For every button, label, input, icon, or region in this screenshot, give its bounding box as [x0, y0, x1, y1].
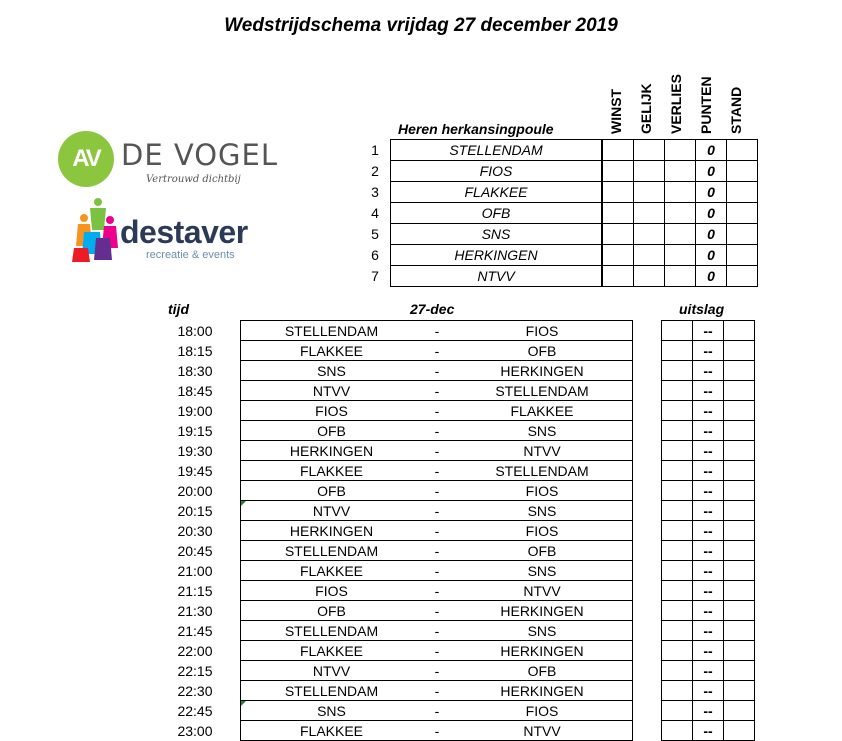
standings-row [360, 224, 758, 245]
result-away-score [724, 321, 755, 341]
result-home-score [662, 461, 693, 481]
result-away-score [724, 501, 755, 521]
match-home-team-label: FLAKKEE [299, 462, 364, 479]
standings-row [360, 161, 758, 182]
match-away-team: HERKINGEN [452, 641, 633, 661]
time-header: tijd [168, 301, 189, 317]
match-home-team [241, 541, 423, 561]
result-home-score [662, 501, 693, 521]
match-home-team [241, 341, 423, 361]
standings-gelijk-cell [634, 140, 665, 161]
match-time: 19:45 [177, 462, 213, 479]
match-away-team: FIOS [452, 481, 633, 501]
match-separator: - [422, 381, 452, 401]
standings-verlies-cell [665, 182, 696, 203]
match-separator: - [422, 441, 452, 461]
match-result: -- [693, 561, 724, 581]
match-separator: - [422, 581, 452, 601]
match-away-team: NTVV [452, 441, 633, 461]
match-home-team [241, 701, 423, 721]
match-home-team-label: STELLENDAM [284, 682, 379, 699]
match-away-team: HERKINGEN [452, 601, 633, 621]
match-separator: - [422, 461, 452, 481]
match-row [150, 321, 755, 341]
standings-verlies-cell [665, 245, 696, 266]
spacer [633, 581, 662, 601]
spacer [633, 561, 662, 581]
match-separator: - [422, 421, 452, 441]
match-row [150, 401, 755, 421]
standings-gelijk-cell [634, 245, 665, 266]
result-home-score [662, 681, 693, 701]
match-result: -- [693, 461, 724, 481]
standings-gelijk-cell [634, 182, 665, 203]
match-time: 22:00 [177, 642, 213, 659]
match-result: -- [693, 541, 724, 561]
match-home-team [241, 381, 423, 401]
match-row [150, 621, 755, 641]
result-home-score [662, 381, 693, 401]
match-result: -- [693, 381, 724, 401]
match-result: -- [693, 581, 724, 601]
standings-verlies-cell [665, 266, 696, 287]
standings-punten-cell: 0 [696, 203, 727, 224]
match-separator: - [422, 481, 452, 501]
match-result: -- [693, 621, 724, 641]
spacer [633, 501, 662, 521]
result-home-score [662, 701, 693, 721]
result-away-score [724, 481, 755, 501]
standings-punten-cell: 0 [696, 140, 727, 161]
standings-rank: 5 [371, 226, 379, 242]
match-row [150, 601, 755, 621]
match-home-team [241, 401, 423, 421]
result-home-score [662, 581, 693, 601]
match-away-team: HERKINGEN [452, 681, 633, 701]
standings-punten-cell: 0 [696, 182, 727, 203]
standings-winst-cell [602, 182, 634, 203]
result-away-score [724, 521, 755, 541]
match-result: -- [693, 681, 724, 701]
standings-punten-cell: 0 [696, 224, 727, 245]
spacer [633, 701, 662, 721]
standings-verlies-cell [665, 140, 696, 161]
match-row [150, 661, 755, 681]
match-separator: - [422, 681, 452, 701]
standings-verlies-cell [665, 224, 696, 245]
match-row [150, 461, 755, 481]
match-time: 19:15 [177, 422, 213, 439]
result-home-score [662, 721, 693, 741]
match-home-team [241, 481, 423, 501]
standings-stand-cell [727, 245, 758, 266]
match-home-team-label: HERKINGEN [289, 522, 374, 539]
match-home-team-label: STELLENDAM [284, 322, 379, 339]
match-time: 19:00 [177, 402, 213, 419]
match-result: -- [693, 721, 724, 741]
match-home-team-label: FIOS [315, 582, 348, 599]
result-home-score [662, 621, 693, 641]
standings-row [360, 266, 758, 287]
result-away-score [724, 681, 755, 701]
match-home-team-label: SNS [317, 702, 346, 719]
match-separator: - [422, 401, 452, 421]
match-home-team-label: STELLENDAM [284, 622, 379, 639]
match-away-team: NTVV [452, 581, 633, 601]
match-home-team-label: FLAKKEE [299, 642, 364, 659]
match-time: 18:15 [177, 342, 213, 359]
standings-row [360, 203, 758, 224]
standings-team: STELLENDAM [391, 140, 603, 161]
match-row [150, 501, 755, 521]
spacer [633, 621, 662, 641]
spacer [633, 321, 662, 341]
standings-stand-cell [727, 140, 758, 161]
people-figures-icon [70, 196, 122, 264]
match-away-team: FIOS [452, 521, 633, 541]
result-home-score [662, 321, 693, 341]
standings-rank: 7 [371, 268, 379, 284]
match-home-team [241, 461, 423, 481]
match-separator: - [422, 501, 452, 521]
standings-gelijk-cell [634, 224, 665, 245]
standings-row [360, 182, 758, 203]
standings-table [360, 139, 758, 287]
spacer [633, 661, 662, 681]
match-row [150, 521, 755, 541]
match-separator: - [422, 621, 452, 641]
match-away-team: OFB [452, 661, 633, 681]
match-separator: - [422, 701, 452, 721]
match-row [150, 341, 755, 361]
match-home-team-label: OFB [317, 482, 346, 499]
match-result: -- [693, 341, 724, 361]
match-row [150, 441, 755, 461]
standings-stand-cell [727, 182, 758, 203]
match-home-team [241, 501, 423, 521]
result-home-score [662, 541, 693, 561]
page-title: Wedstrijdschema vrijdag 27 december 2019 [224, 15, 618, 36]
result-away-score [724, 721, 755, 741]
standings-team: NTVV [391, 266, 603, 287]
match-away-team: FLAKKEE [452, 401, 633, 421]
result-away-score [724, 361, 755, 381]
match-home-team [241, 581, 423, 601]
result-away-score [724, 641, 755, 661]
spacer [633, 401, 662, 421]
match-home-team-label: FLAKKEE [299, 722, 364, 739]
standings-rank: 6 [371, 247, 379, 263]
match-home-team [241, 661, 423, 681]
result-away-score [724, 541, 755, 561]
match-result: -- [693, 641, 724, 661]
match-result: -- [693, 601, 724, 621]
cell-comment-marker [241, 501, 246, 506]
match-home-team [241, 641, 423, 661]
match-away-team: FIOS [452, 701, 633, 721]
match-home-team-label: STELLENDAM [284, 542, 379, 559]
standings-winst-cell [602, 203, 634, 224]
standings-stand-cell [727, 203, 758, 224]
standings-team: HERKINGEN [391, 245, 603, 266]
result-home-score [662, 561, 693, 581]
match-home-team-label: FLAKKEE [299, 562, 364, 579]
match-home-team [241, 601, 423, 621]
match-row [150, 361, 755, 381]
match-row [150, 421, 755, 441]
match-time: 22:45 [177, 702, 213, 719]
match-time: 20:30 [177, 522, 213, 539]
schedule-table [150, 320, 755, 741]
column-header-stand: STAND [728, 86, 744, 134]
result-away-score [724, 601, 755, 621]
devogel-logo [58, 128, 278, 190]
spacer [633, 541, 662, 561]
match-home-team-label: OFB [317, 422, 346, 439]
match-away-team: STELLENDAM [452, 461, 633, 481]
match-home-team-label: OFB [317, 602, 346, 619]
devogel-logo-name: DE VOGEL [121, 138, 278, 172]
match-time: 18:00 [177, 322, 213, 339]
match-result: -- [693, 421, 724, 441]
spacer [633, 441, 662, 461]
match-home-team [241, 421, 423, 441]
match-away-team: SNS [452, 561, 633, 581]
match-separator: - [422, 721, 452, 741]
match-home-team [241, 441, 423, 461]
match-time: 18:30 [177, 362, 213, 379]
result-home-score [662, 521, 693, 541]
standings-team: SNS [391, 224, 603, 245]
standings-winst-cell [602, 161, 634, 182]
standings-team: FIOS [391, 161, 603, 182]
match-away-team: OFB [452, 541, 633, 561]
match-home-team [241, 681, 423, 701]
match-away-team: SNS [452, 621, 633, 641]
destaver-logo-tagline: recreatie & events [146, 249, 235, 261]
standings-rank: 4 [371, 205, 379, 221]
match-row [150, 641, 755, 661]
result-away-score [724, 401, 755, 421]
match-separator: - [422, 601, 452, 621]
spacer [633, 361, 662, 381]
devogel-logo-mark: AV [58, 131, 114, 187]
match-row [150, 381, 755, 401]
match-home-team [241, 561, 423, 581]
spacer [633, 341, 662, 361]
match-home-team [241, 361, 423, 381]
cell-comment-marker [241, 701, 246, 706]
destaver-logo-name: destaver [120, 214, 248, 250]
result-home-score [662, 661, 693, 681]
result-away-score [724, 581, 755, 601]
match-home-team-label: HERKINGEN [289, 442, 374, 459]
standings-winst-cell [602, 140, 634, 161]
result-home-score [662, 601, 693, 621]
result-home-score [662, 481, 693, 501]
spacer [633, 601, 662, 621]
spacer [633, 481, 662, 501]
result-away-score [724, 561, 755, 581]
result-home-score [662, 341, 693, 361]
match-home-team-label: NTVV [312, 502, 351, 519]
result-away-score [724, 341, 755, 361]
match-separator: - [422, 641, 452, 661]
standings-punten-cell: 0 [696, 245, 727, 266]
match-time: 21:45 [177, 622, 213, 639]
standings-verlies-cell [665, 203, 696, 224]
match-time: 21:15 [177, 582, 213, 599]
standings-team: FLAKKEE [391, 182, 603, 203]
match-home-team-label: NTVV [312, 382, 351, 399]
match-row [150, 481, 755, 501]
spacer [633, 421, 662, 441]
match-home-team [241, 321, 423, 341]
match-row [150, 541, 755, 561]
match-row [150, 701, 755, 721]
standings-punten-cell: 0 [696, 266, 727, 287]
standings-gelijk-cell [634, 203, 665, 224]
match-home-team-label: NTVV [312, 662, 351, 679]
result-away-score [724, 621, 755, 641]
spacer [633, 381, 662, 401]
match-home-team [241, 621, 423, 641]
match-result: -- [693, 401, 724, 421]
result-away-score [724, 661, 755, 681]
result-home-score [662, 421, 693, 441]
standings-team: OFB [391, 203, 603, 224]
standings-verlies-cell [665, 161, 696, 182]
match-away-team: SNS [452, 421, 633, 441]
match-separator: - [422, 561, 452, 581]
match-time: 22:30 [177, 682, 213, 699]
match-away-team: STELLENDAM [452, 381, 633, 401]
devogel-logo-tagline: Vertrouwd dichtbij [146, 174, 241, 185]
match-result: -- [693, 441, 724, 461]
match-time: 20:00 [177, 482, 213, 499]
match-result: -- [693, 661, 724, 681]
poule-name: Heren herkansingpoule [398, 121, 554, 137]
spacer [633, 641, 662, 661]
result-away-score [724, 441, 755, 461]
standings-stand-cell [727, 266, 758, 287]
standings-row [360, 245, 758, 266]
result-home-score [662, 441, 693, 461]
match-time: 18:45 [177, 382, 213, 399]
match-time: 19:30 [177, 442, 213, 459]
date-header: 27-dec [410, 301, 455, 317]
standings-winst-cell [602, 245, 634, 266]
match-home-team-label: SNS [317, 362, 346, 379]
match-away-team: SNS [452, 501, 633, 521]
result-home-score [662, 401, 693, 421]
match-away-team: OFB [452, 341, 633, 361]
match-separator: - [422, 321, 452, 341]
column-header-punten: PUNTEN [698, 76, 714, 134]
match-separator: - [422, 341, 452, 361]
match-time: 21:30 [177, 602, 213, 619]
match-result: -- [693, 481, 724, 501]
spacer [633, 461, 662, 481]
match-away-team: NTVV [452, 721, 633, 741]
match-away-team: FIOS [452, 321, 633, 341]
match-row [150, 721, 755, 741]
result-away-score [724, 461, 755, 481]
standings-rank: 1 [371, 142, 379, 158]
standings-gelijk-cell [634, 161, 665, 182]
match-separator: - [422, 541, 452, 561]
match-separator: - [422, 661, 452, 681]
standings-gelijk-cell [634, 266, 665, 287]
match-result: -- [693, 361, 724, 381]
spacer [633, 681, 662, 701]
match-result: -- [693, 501, 724, 521]
standings-rank: 2 [371, 163, 379, 179]
result-away-score [724, 701, 755, 721]
match-separator: - [422, 361, 452, 381]
column-header-winst: WINST [608, 88, 624, 134]
result-header: uitslag [679, 301, 725, 317]
match-home-team [241, 521, 423, 541]
column-header-gelijk: GELIJK [638, 83, 654, 134]
standings-row [360, 140, 758, 161]
standings-punten-cell: 0 [696, 161, 727, 182]
result-away-score [724, 381, 755, 401]
match-time: 20:15 [177, 502, 213, 519]
result-home-score [662, 361, 693, 381]
result-away-score [724, 421, 755, 441]
column-header-verlies: VERLIES [668, 74, 684, 134]
standings-winst-cell [602, 266, 634, 287]
standings-winst-cell [602, 224, 634, 245]
match-row [150, 581, 755, 601]
match-time: 23:00 [177, 722, 213, 739]
match-home-team-label: FIOS [315, 402, 348, 419]
result-home-score [662, 641, 693, 661]
match-row [150, 681, 755, 701]
standings-stand-cell [727, 224, 758, 245]
match-separator: - [422, 521, 452, 541]
match-result: -- [693, 321, 724, 341]
match-row [150, 561, 755, 581]
standings-rank: 3 [371, 184, 379, 200]
match-home-team [241, 721, 423, 741]
spacer [633, 521, 662, 541]
match-result: -- [693, 701, 724, 721]
match-home-team-label: FLAKKEE [299, 342, 364, 359]
standings-stand-cell [727, 161, 758, 182]
match-time: 21:00 [177, 562, 213, 579]
spacer [633, 721, 662, 741]
destaver-logo [70, 196, 260, 266]
match-result: -- [693, 521, 724, 541]
match-away-team: HERKINGEN [452, 361, 633, 381]
match-time: 20:45 [177, 542, 213, 559]
match-time: 22:15 [177, 662, 213, 679]
